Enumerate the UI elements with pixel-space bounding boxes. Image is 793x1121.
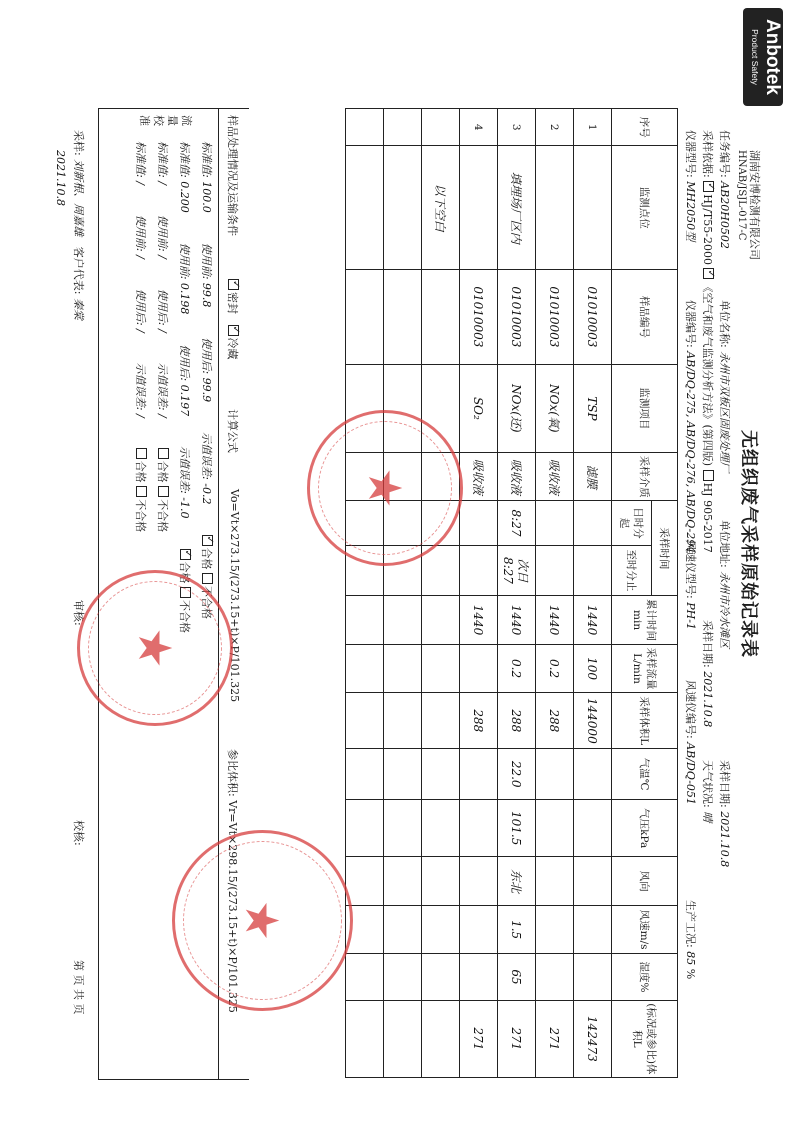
cell-wind-dir: [460, 857, 498, 906]
cell-pressure: [574, 800, 612, 857]
unit-name-label: 单位名称:: [718, 300, 731, 348]
anemometer-model-value: PH-1: [684, 602, 697, 630]
cell-seq: 1: [574, 109, 612, 146]
cell-wind-dir: 东北: [498, 857, 536, 906]
cell-item: NOx(氧): [536, 364, 574, 452]
basis-3-checkbox[interactable]: [703, 470, 714, 481]
fail-checkbox[interactable]: [202, 573, 213, 584]
logo-brand: Anbotek: [762, 19, 783, 95]
th-end: 至时分止: [612, 545, 652, 596]
th-sample-no: 样品编号: [612, 269, 678, 364]
cell-sample-no: 01010003: [536, 269, 574, 364]
cell-medium: 吸收液: [536, 452, 574, 501]
production-value: 85: [684, 951, 697, 966]
calib-before: 使用前: /: [134, 214, 147, 259]
star-icon: ★: [235, 899, 290, 942]
star-icon: ★: [358, 467, 412, 509]
instrument-no-value: AB/DQ-275, AB/DQ-276, AB/DQ-294: [684, 351, 697, 554]
cell-volume: 144000: [574, 693, 612, 749]
anemometer-model-row: [683, 540, 699, 630]
cell-medium: 滤膜: [574, 452, 612, 501]
calib-std: 标准值: 0.200: [178, 141, 191, 213]
cell-item: TSP: [574, 364, 612, 452]
cell-std-volume: 271: [536, 1000, 574, 1077]
cell-duration: 1440: [536, 596, 574, 645]
table-row: [536, 109, 574, 1078]
th-start: 日时分起: [612, 501, 652, 545]
calib-show: 示值误差: /: [156, 362, 169, 418]
th-medium: 采样介质: [612, 452, 678, 501]
calib-before: 使用前: 99.8: [200, 242, 213, 308]
calib-show: 示值误差: -0.2: [200, 432, 213, 505]
th-wind-speed: 风速m/s: [612, 905, 678, 954]
th-duration: 累计时间min: [612, 596, 678, 645]
cell-humidity: [574, 954, 612, 1000]
cell-temp: [460, 749, 498, 800]
cell-empty: [422, 644, 460, 693]
calib-line: [149, 141, 171, 1071]
production-unit: %: [684, 968, 697, 980]
table-row: [460, 109, 498, 1078]
unit-name-row: [717, 300, 733, 472]
pass-label: 合格: [200, 547, 213, 570]
cell-empty: [422, 596, 460, 645]
anemometer-no-label: 风速仪编号:: [684, 680, 697, 739]
cell-volume: 288: [460, 693, 498, 749]
page-label: 第 页 共 页: [72, 960, 85, 1015]
reviewer-label: 审核:: [72, 600, 85, 626]
sample-date-value: 2021.10.8: [718, 811, 731, 868]
company-name: 湖南安博检测有限公司: [748, 150, 761, 260]
calib-line: [127, 141, 149, 1071]
cell-std-volume: 271: [460, 1000, 498, 1077]
formula-std: Vo=Vt×273.15/(273.15+t)×P/101.325: [228, 489, 241, 703]
basis-2: 《空气和废气监测分析方法》(第四版): [701, 281, 714, 467]
anemometer-no-row: [683, 680, 699, 805]
date-written: 2021.10.8: [54, 150, 67, 206]
calib-before: 使用前: 0.198: [178, 242, 191, 315]
weather-value: 晴: [701, 811, 714, 823]
fail-label: 不合格: [178, 600, 191, 634]
checker-label: 校核:: [72, 820, 85, 846]
table-row-blank: [422, 109, 460, 1078]
cell-wind-speed: 1.5: [498, 905, 536, 954]
th-volume: 采样体积L: [612, 693, 678, 749]
production-label: 生产工况:: [684, 900, 697, 948]
sample-date2-row: [700, 620, 716, 727]
basis-2-checkbox[interactable]: [703, 268, 714, 279]
sample-date-row: [717, 760, 733, 867]
cell-start: [536, 501, 574, 545]
cell-empty: [422, 109, 460, 146]
fail-checkbox[interactable]: [158, 486, 169, 497]
fail-label: 不合格: [200, 586, 213, 620]
formula-ref: 参比体积: Vr=Vt×298.15/(273.15+t)×P/101.325: [226, 749, 239, 1013]
cell-wind-speed: [460, 905, 498, 954]
production-row: [683, 900, 699, 979]
anbotek-logo: [743, 8, 783, 106]
table-row: [498, 109, 536, 1078]
cell-pressure: 101.5: [498, 800, 536, 857]
cell-end: [460, 545, 498, 596]
cell-wind-dir: [574, 857, 612, 906]
bottom-block: [98, 108, 249, 1080]
client-rep-label: 客户代表:: [72, 246, 85, 295]
table-header-row: [652, 109, 678, 1078]
cell-empty: [422, 905, 460, 954]
th-wind-dir: 风向: [612, 857, 678, 906]
cell-start: 8:27: [498, 501, 536, 545]
th-seq: 序号: [612, 109, 678, 146]
cell-flow: 100: [574, 644, 612, 693]
calib-label: 流量校准: [138, 115, 193, 126]
cell-humidity: 65: [498, 954, 536, 1000]
logo-sub: Product Safety: [750, 29, 760, 85]
table-row-empty: [346, 109, 384, 1078]
sampler-row: [71, 130, 87, 320]
divider: [218, 109, 219, 1079]
cell-empty: [422, 545, 460, 596]
basis-label: 采样依据:: [701, 130, 714, 178]
cell-temp: [574, 749, 612, 800]
task-no-value: AB20H0502: [718, 181, 731, 249]
fail-checkbox[interactable]: [136, 486, 147, 497]
th-humidity: 湿度%: [612, 954, 678, 1000]
calib-std: 标准值: /: [156, 141, 169, 185]
blank-note: 以下空白: [422, 146, 460, 269]
cell-empty: [422, 857, 460, 906]
unit-addr-label: 单位地址:: [718, 520, 731, 568]
cold-checkbox[interactable]: [228, 325, 239, 336]
unit-addr-value: 永州市冷水滩区: [718, 571, 731, 649]
fail-label: 不合格: [134, 499, 147, 533]
formula-label: 计算公式: [226, 409, 239, 453]
cell-pressure: [460, 800, 498, 857]
th-time-group: 采样时间: [652, 501, 678, 596]
fail-label: 不合格: [156, 499, 169, 533]
cell-point: [460, 146, 498, 269]
calib-std: 标准值: /: [134, 141, 147, 185]
cell-temp: [536, 749, 574, 800]
calib-show: 示值误差: /: [134, 362, 147, 418]
cell-start: [460, 501, 498, 545]
task-no-label: 任务编号:: [718, 130, 731, 178]
cell-wind-speed: [574, 905, 612, 954]
seal-option: [225, 279, 241, 360]
th-std-volume: (标况或参比)体积L: [612, 1000, 678, 1077]
weather-row: [700, 760, 716, 822]
cell-seq: 3: [498, 109, 536, 146]
th-flow: 采样流量L/min: [612, 644, 678, 693]
th-point: 监测点位: [612, 146, 678, 269]
cell-end: 次日8:27: [498, 545, 536, 596]
cell-std-volume: 142473: [574, 1000, 612, 1077]
th-item: 监测项目: [612, 364, 678, 452]
calib-after: 使用后: 99.9: [200, 337, 213, 403]
th-pressure: 气压kPa: [612, 800, 678, 857]
calib-list: [127, 141, 215, 1071]
cell-empty: [422, 800, 460, 857]
pass-label: 合格: [156, 460, 169, 483]
cell-pressure: [536, 800, 574, 857]
cell-end: [574, 545, 612, 596]
cell-medium: 吸收液: [498, 452, 536, 501]
cell-wind-speed: [536, 905, 574, 954]
pass-label: 合格: [178, 561, 191, 584]
cell-sample-no: 01010003: [574, 269, 612, 364]
cell-empty: [422, 954, 460, 1000]
calib-show: 示值误差: -1.0: [178, 446, 191, 519]
cell-sample-no: 01010003: [498, 269, 536, 364]
cell-point: 填埋场厂区内: [498, 146, 536, 269]
cell-start: [574, 501, 612, 545]
instrument-no-row: [683, 300, 699, 553]
calib-after: 使用后: /: [134, 288, 147, 333]
cell-empty: [422, 269, 460, 364]
table-row-empty: [384, 109, 422, 1078]
cell-item: NOx(还): [498, 364, 536, 452]
cell-flow: [460, 644, 498, 693]
calib-line: [171, 141, 193, 1071]
doc-code: HNAB/JSJL-017-C: [736, 150, 747, 241]
cell-point: [574, 146, 612, 269]
instrument-no-label: 仪器编号:: [684, 300, 697, 348]
basis-row: [700, 130, 716, 553]
transport-label: 样品处理情况及运输条件: [226, 115, 239, 236]
task-no-row: [717, 130, 733, 249]
cell-flow: 0.2: [498, 644, 536, 693]
cell-empty: [422, 1000, 460, 1077]
instrument-model-row: [683, 130, 699, 241]
pass-label: 合格: [134, 460, 147, 483]
sampler-value: 刘新根、周嘉雄: [72, 159, 85, 237]
fail-checkbox[interactable]: [180, 587, 191, 598]
basis-3: HJ 905-2017: [701, 482, 714, 553]
cell-humidity: [460, 954, 498, 1000]
seal-checkbox[interactable]: [228, 279, 239, 290]
cell-point: [536, 146, 574, 269]
cell-volume: 288: [498, 693, 536, 749]
pass-checkbox[interactable]: [158, 448, 169, 459]
calib-after: 使用后: 0.197: [178, 344, 191, 417]
cell-humidity: [536, 954, 574, 1000]
cell-duration: 1440: [498, 596, 536, 645]
page-title: 无组织废气采样原始记录表: [738, 430, 759, 658]
client-rep-value: 秦棠: [72, 297, 85, 320]
anemometer-no-value: AB/DQ-051: [684, 742, 697, 805]
cell-wind-dir: [536, 857, 574, 906]
sample-date2-label: 采样日期:: [701, 620, 714, 668]
pass-checkbox[interactable]: [136, 448, 147, 459]
seal-label: 密封: [226, 292, 239, 314]
cell-item: SO₂: [460, 364, 498, 452]
cell-flow: 0.2: [536, 644, 574, 693]
calib-before: 使用前: /: [156, 214, 169, 259]
cell-duration: 1440: [574, 596, 612, 645]
calib-after: 使用后: /: [156, 288, 169, 333]
sample-date2-value: 2021.10.8: [701, 671, 714, 728]
cell-empty: [422, 364, 460, 452]
cell-volume: 288: [536, 693, 574, 749]
cell-empty: [422, 693, 460, 749]
cell-empty: [422, 501, 460, 545]
basis-1: HJ/T55-2000: [701, 194, 714, 265]
cold-label: 冷藏: [226, 337, 239, 360]
instrument-model-value: MH2050型: [684, 181, 697, 242]
calib-line: [193, 141, 215, 1071]
instrument-model-label: 仪器型号:: [684, 130, 697, 178]
cell-medium: 吸收液: [460, 452, 498, 501]
table-row: [574, 109, 612, 1078]
th-temp: 气温℃: [612, 749, 678, 800]
weather-label: 天气状况:: [701, 760, 714, 808]
pass-checkbox[interactable]: [202, 535, 213, 546]
cell-seq: 2: [536, 109, 574, 146]
sampler-label: 采样:: [72, 130, 85, 156]
cell-temp: 22.0: [498, 749, 536, 800]
cell-seq: 4: [460, 109, 498, 146]
cell-end: [536, 545, 574, 596]
unit-addr-row: [717, 520, 733, 648]
cell-sample-no: 01010003: [460, 269, 498, 364]
cell-duration: 1440: [460, 596, 498, 645]
sample-date-label: 采样日期:: [718, 760, 731, 808]
cell-empty: [422, 452, 460, 501]
cell-empty: [422, 749, 460, 800]
unit-name-value: 永州市双板区固废处理厂: [718, 351, 731, 473]
basis-1-checkbox[interactable]: [703, 181, 714, 192]
star-icon: ★: [128, 627, 182, 669]
pass-checkbox[interactable]: [180, 549, 191, 560]
calib-std: 标准值: 100.0: [200, 141, 213, 213]
anemometer-model-label: 风速仪型号:: [684, 540, 697, 599]
cell-std-volume: 271: [498, 1000, 536, 1077]
sampling-table: [345, 108, 678, 1078]
